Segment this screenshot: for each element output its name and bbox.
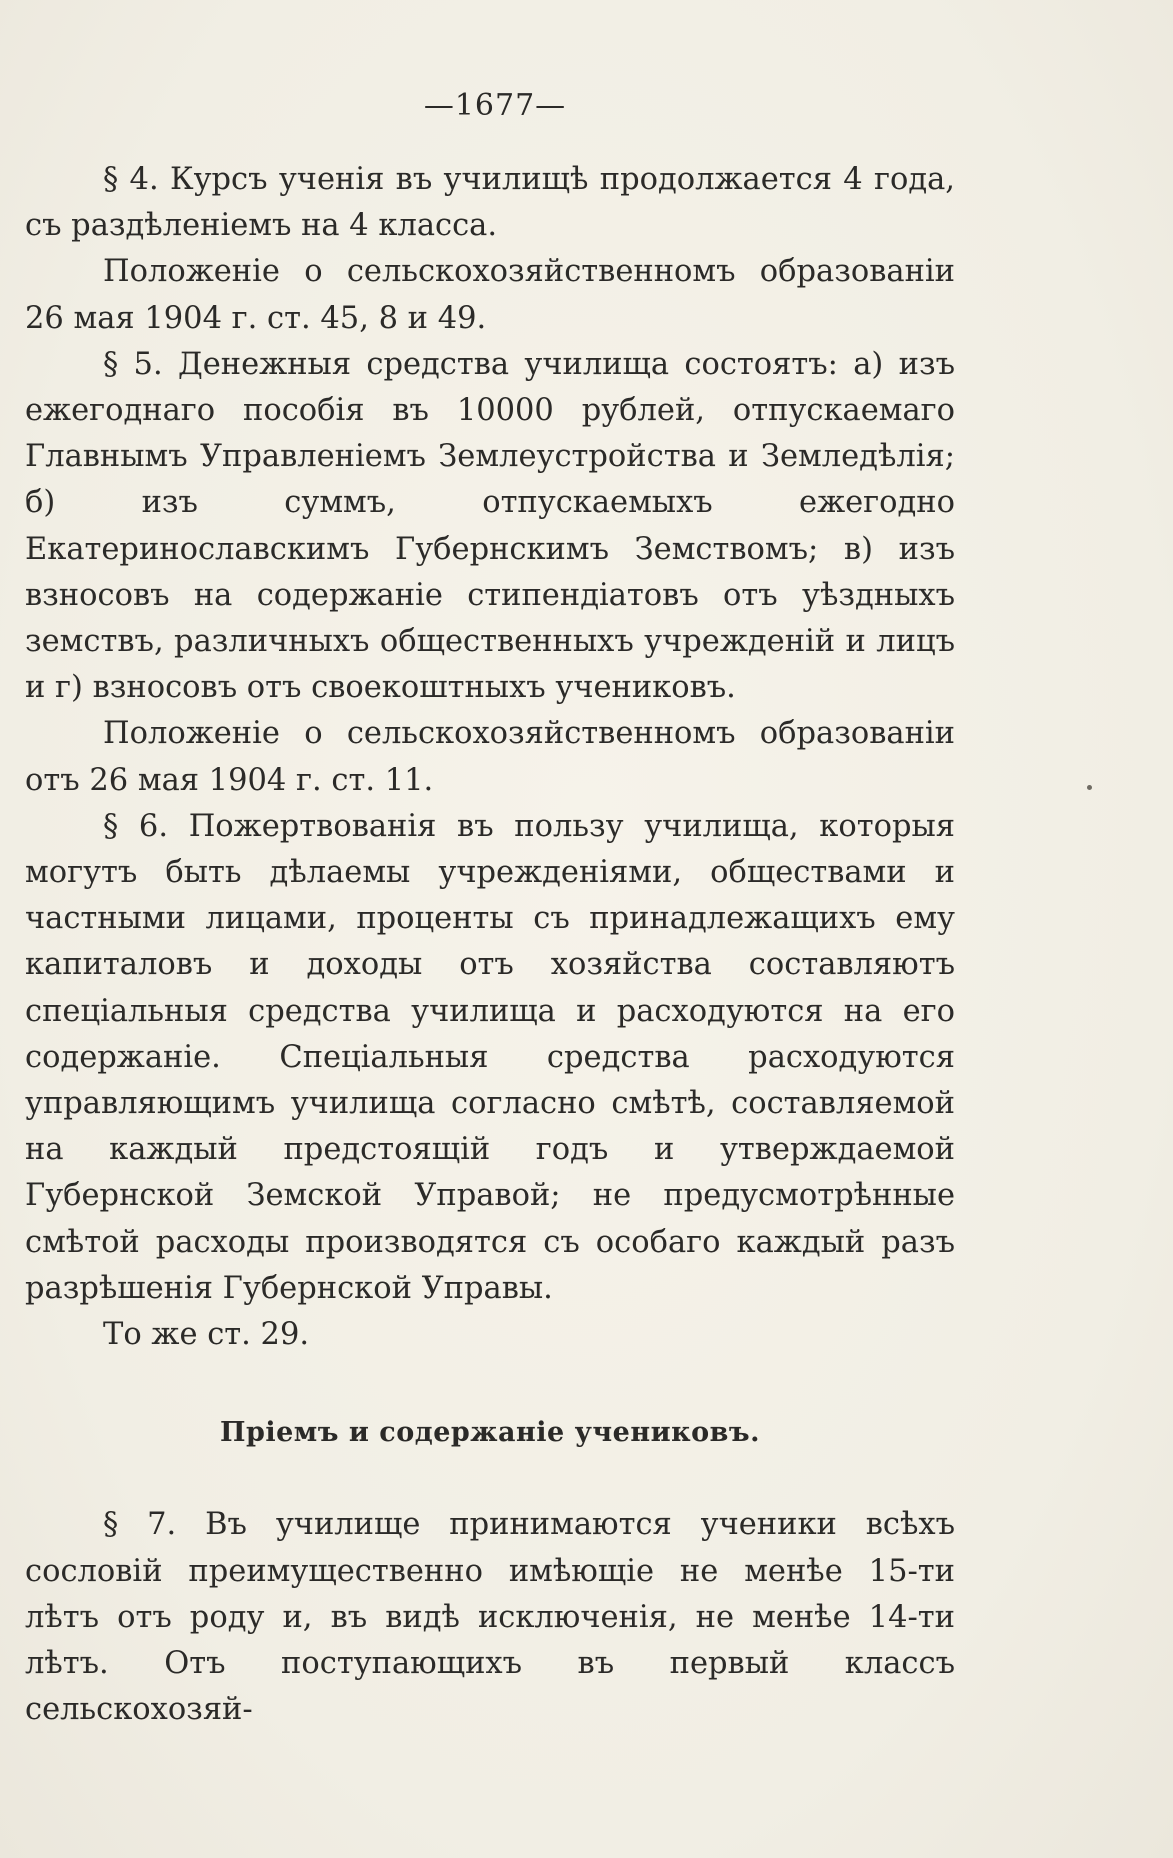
- page-number: —1677—: [423, 88, 567, 123]
- paragraph-6: § 6. Пожертвованія въ пользу училища, которыя могутъ быть дѣлаемы учрежденіями, обществами и частными лицами, проценты съ принадлежащихъ ему капиталовъ и доходы отъ хозяйства составляютъ спеціальныя средства училища и расходуются на его содержаніе. Спеціальныя средства расходуются управляющимъ училища согласно смѣтѣ, составляемой на каждый предстоящій годъ и утверждаемой Губернской Земской Управой; не предусмотрѣнные смѣтой расходы производятся съ особаго каждый разъ разрѣшенія Губернской Управы.: [25, 808, 955, 1306]
- body-text: [25, 157, 955, 1734]
- paragraph-4-reference: Положеніе о сельскохозяйственномъ образованіи 26 мая 1904 г. ст. 45, 8 и 49.: [25, 254, 955, 336]
- paragraph-5-reference: Положеніе о сельскохозяйственномъ образованіи отъ 26 мая 1904 г. ст. 11.: [25, 716, 955, 798]
- section-heading: Пріемъ и содержаніе учениковъ.: [219, 1417, 761, 1449]
- paragraph-7: § 7. Въ училище принимаются ученики всѣхъ сословій преимущественно имѣющіе не менѣе 15-ти лѣтъ отъ роду и, въ видѣ исключенія, не менѣе 14-ти лѣтъ. Отъ поступающихъ въ первый классъ сельскохозяй-: [25, 1507, 955, 1728]
- paragraph-5: § 5. Денежныя средства училища состоятъ: а) изъ ежегоднаго пособія въ 10000 рублей, отпускаемаго Главнымъ Управленіемъ Землеустройства и Земледѣлія; б) изъ суммъ, отпускаемыхъ ежегодно Екатеринославскимъ Губернскимъ Земствомъ; в) изъ взносовъ на содержаніе стипендіатовъ отъ уѣздныхъ земствъ, различныхъ общественныхъ учрежденій и лицъ и г) взносовъ отъ своекоштныхъ учениковъ.: [25, 346, 955, 706]
- ink-speck: [1087, 785, 1092, 790]
- paragraph-4: § 4. Курсъ ученія въ училищѣ продолжается 4 года, съ раздѣленіемъ на 4 класса.: [25, 162, 955, 244]
- paragraph-6-reference: То же ст. 29.: [103, 1317, 310, 1353]
